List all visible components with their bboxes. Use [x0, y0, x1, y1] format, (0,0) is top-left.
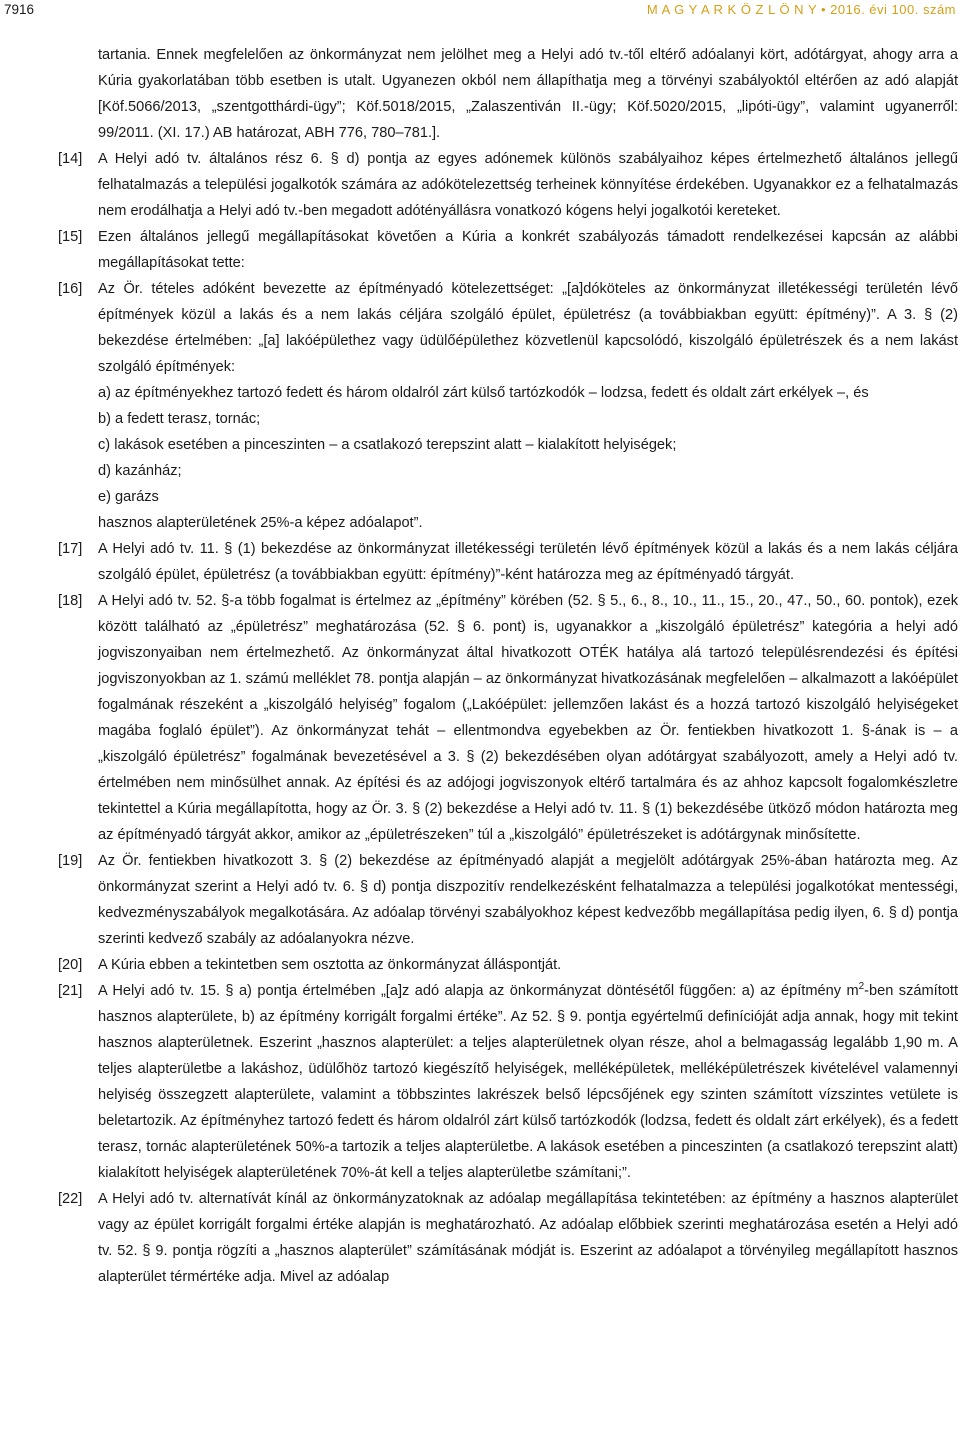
- paragraph-20: [58, 952, 958, 978]
- paragraph-15: [58, 224, 958, 276]
- page-number: 7916: [4, 2, 35, 17]
- list-item: d) kazánház;: [98, 463, 182, 479]
- paragraph-22: [58, 1186, 958, 1290]
- paragraph-number: [15]: [58, 229, 83, 245]
- paragraph-text: Az Ör. fentiekben hivatkozott 3. § (2) bekezdése az építményadó alapját a megjelölt adótárgyak 25%-ában határozta meg. Az önkormányzat szerint a Helyi adó tv. 6. § d) pontja diszpozitív rendelkezésként felhatalmazza a települési jogalkotókat mentességi, kedvezményszabályok megalkotására. Az adóalap törvényi szabályokhoz képest kedvezőbb megállapítása pedig ilyen, 6. § d) pontja szerinti kedvező szabály az adóalanyokra nézve.: [98, 853, 958, 947]
- paragraph-14: [58, 146, 958, 224]
- paragraph-number: [22]: [58, 1191, 83, 1207]
- paragraph-number: [16]: [58, 281, 83, 297]
- paragraph-17: [58, 536, 958, 588]
- paragraph-text: A Kúria ebben a tekintetben sem osztotta az önkormányzat álláspontját.: [98, 957, 562, 973]
- paragraph-16: [58, 276, 958, 536]
- paragraph-text: A Helyi adó tv. alternatívát kínál az önkormányzatoknak az adóalap megállapítása tekintetében: az építmény a hasznos alapterület vagy az épület korrigált forgalmi értéke alapján is meghatározható. Az adóalap előbbiek szerinti meghatározása esetén a Helyi adó tv. 52. § 9. pontja rögzíti a „hasznos alapterület” számításának módját is. Eszerint az adóalapot a törvényileg megállapított hasznos alapterület térmértéke adja. Mivel az adóalap: [98, 1191, 958, 1285]
- paragraph-number: [19]: [58, 853, 83, 869]
- paragraph-text: Ezen általános jellegű megállapításokat követően a Kúria a konkrét szabályozás támadott rendelkezései kapcsán az alábbi megállapításokat tette:: [98, 229, 958, 271]
- list-item: c) lakások esetében a pinceszinten – a csatlakozó terepszint alatt – kialakított helyiségek;: [98, 437, 677, 453]
- paragraph-text: A Helyi adó tv. általános rész 6. § d) pontja az egyes adónemek különös szabályaihoz képes értelmezhető általános jellegű felhatalmazás a települési jogalkotók számára az adókötelezettség terheinek könnyítése érdekében. Ugyanakkor ez a felhatalmazás nem erodálhatja a Helyi adó tv.-ben megadott adótényállásra vonatkozó kógens helyi jogalkotói kereteket.: [98, 151, 958, 219]
- paragraph-text: A Helyi adó tv. 11. § (1) bekezdése az önkormányzat illetékességi területén lévő építmények közül a lakás és a nem lakás céljára szolgáló épület, épületrész (a továbbiakban együtt: építmény)”-ként határozza meg az építményadó tárgyát.: [98, 541, 958, 583]
- paragraph-number: [14]: [58, 151, 83, 167]
- list-item: e) garázs: [98, 489, 159, 505]
- document-body: [58, 42, 958, 1290]
- intro-paragraph: [58, 42, 958, 146]
- paragraph-21: [58, 978, 958, 1186]
- list-item: hasznos alapterületének 25%-a képez adóalapot”.: [98, 515, 423, 531]
- paragraph-text: Az Ör. tételes adóként bevezette az építményadó kötelezettséget: „[a]dóköteles az önkormányzat illetékességi területén lévő építmények közül a lakás és a nem lakás céljára szolgáló épület, épületrész (a továbbiakban együtt: építmény)”. A 3. § (2) bekezdése értelmében: „[a] lakóépülethez vagy üdülőépülethez közvetlenül kapcsolódó, kiszolgáló épületrészek és a nem lakást szolgáló építmények:: [98, 281, 958, 375]
- paragraph-18: [58, 588, 958, 848]
- paragraph-number: [21]: [58, 983, 83, 999]
- paragraph-text: tartania. Ennek megfelelően az önkormányzat nem jelölhet meg a Helyi adó tv.-től eltérő adóalanyi kört, adótárgyat, ahogy arra a Kúria gyakorlatában több esetben is utalt. Ugyanezen okból nem állapíthatja meg a törvényi szabályoktól eltérően az adó alapját [Köf.5066/2013, „szentgotthárdi-ügy”; Köf.5018/2015, „Zalaszentiván II.-ügy; Köf.5020/2015, „lipóti-ügy”, valamint ugyanerről: 99/2011. (XI. 17.) AB határozat, ABH 776, 780–781.].: [98, 47, 958, 141]
- paragraph-text: [98, 978, 958, 1186]
- list-item: a) az építményekhez tartozó fedett és három oldalról zárt külső tartózkodók – lodzsa, fedett és oldalt zárt erkélyek –, és: [98, 385, 869, 401]
- paragraph-number: [17]: [58, 541, 83, 557]
- text-segment: -ben számított hasznos alapterülete, b) az építmény korrigált forgalmi értéke”. Az 52. § 9. pontja egyértelmű definícióját adja annak, hogy mit tekint hasznos alapterületnek. Eszerint „hasznos alapterület: a teljes alapterületnek olyan része, ahol a belmagasság legalább 1,90 m. A teljes alapterületbe a lakáshoz, üdülőhöz tartozó kiegészítő helyiségek, melléképületek, melléképületrészek kivételével valamennyi helyiség összegzett alapterülete, valamint a többszintes lakrészek belső lépcsőjének egy szinten számított vízszintes vetülete is beletartozik. Az építményhez tartozó fedett és három oldalról zárt külső tartózkodók (lodzsa, fedett és oldalt zárt erkélyek), és a fedett terasz, tornác alapterületének 50%-a tartozik a teljes alapterületbe. A lakások esetében a pinceszinten (a csatlakozó terepszint alatt) kialakított helyiségek alapterületének 70%-át kell a teljes alapterületbe számítani;”.: [98, 983, 958, 1181]
- paragraph-text: A Helyi adó tv. 52. §-a több fogalmat is értelmez az „építmény” körében (52. § 5., 6., 8., 10., 11., 15., 20., 47., 50., 60. pontok), ezek között található az „épületrész” meghatározása (52. § 6. pont) is, ugyanakkor a „kiszolgáló épületrész” kategória a helyi adó jogviszonyaiban nem értelmezhető. Az önkormányzat által hivatkozott OTÉK hatálya alá tartozó településrendezési és építési jogviszonyokban az 1. számú melléklet 78. pontja alapján – az önkormányzat hivatkozásának megfelelően – alkalmazott a lakóépület fogalmának részeként a „kiszolgáló helyiség” fogalom („Lakóépület: jellemzően lakást és a hozzá tartozó kiszolgáló helyiségeket magába foglaló épület”). Az önkormányzat tehát – ellentmondva egyebekben az Ör. fentiekben hivatkozott 1. §-ának is – a „kiszolgáló épületrész” fogalmának bevezetésével a 3. § (2) bekezdésében olyan adótárgyat szabályozott, amely a Helyi adó tv. értelmében nem minősülhet annak. Az építési és az adójogi jogviszonyok eltérő tartalmára és az ahhoz kapcsolt fogalomkészletre tekintettel a Kúria megállapította, hogy az Ör. 3. § (2) bekezdése a Helyi adó tv. 11. § (1) bekezdésébe ütköző módon határozta meg az építményadó tárgyát akkor, amikor az „épületrészeken” túl a „kiszolgáló” épületrészeket is adótárgynak minősítette.: [98, 593, 958, 843]
- paragraph-number: [20]: [58, 957, 83, 973]
- journal-title: M A G Y A R K Ö Z L Ö N Y • 2016. évi 100. szám: [646, 2, 956, 17]
- list-item: b) a fedett terasz, tornác;: [98, 411, 261, 427]
- paragraph-19: [58, 848, 958, 952]
- superscript: 2: [858, 981, 865, 993]
- paragraph-number: [18]: [58, 593, 83, 609]
- page-header: [0, 0, 960, 26]
- text-segment: A Helyi adó tv. 15. § a) pontja értelmében „[a]z adó alapja az önkormányzat döntésétől függően: a) az építmény m: [98, 983, 859, 999]
